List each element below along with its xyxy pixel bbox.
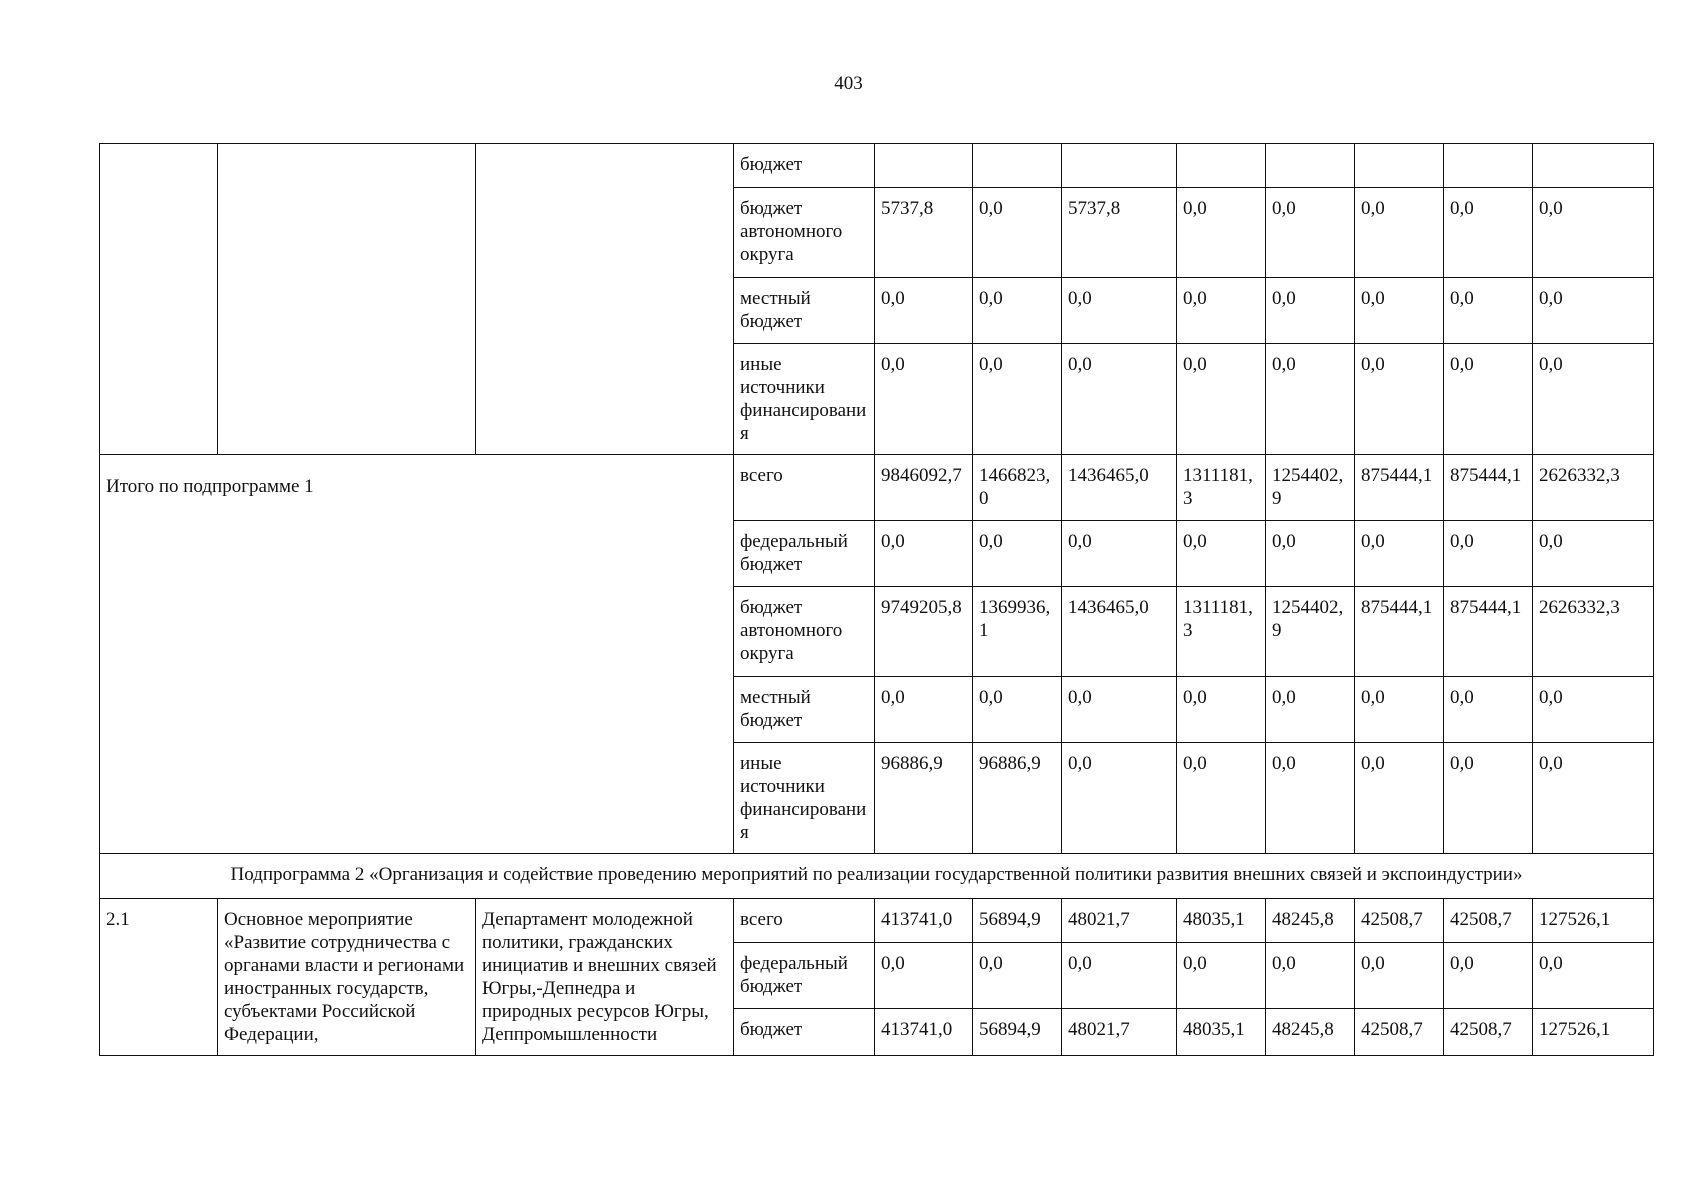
funding-source-cell: бюджет автономного округа: [734, 188, 875, 278]
value-cell: 0,0: [1355, 278, 1444, 344]
subtotal-label: Итого по подпрограмме 1: [100, 455, 734, 854]
value-cell: 0,0: [875, 344, 973, 455]
value-cell: 0,0: [1444, 743, 1533, 854]
value-cell: 0,0: [973, 521, 1062, 587]
value-cell: 0,0: [1177, 943, 1266, 1009]
value-cell: 875444,1: [1444, 455, 1533, 521]
value-cell: 48021,7: [1062, 1009, 1177, 1056]
value-cell: 0,0: [1062, 943, 1177, 1009]
value-cell: 1466823,0: [973, 455, 1062, 521]
funding-source-cell: всего: [734, 455, 875, 521]
number-cell: [100, 144, 218, 455]
value-cell: 875444,1: [1444, 587, 1533, 677]
value-cell: 0,0: [1444, 278, 1533, 344]
value-cell: 0,0: [1355, 677, 1444, 743]
value-cell: 0,0: [1177, 677, 1266, 743]
value-cell: 0,0: [1266, 278, 1355, 344]
value-cell: 0,0: [1266, 677, 1355, 743]
value-cell: [1444, 144, 1533, 188]
value-cell: 1254402,9: [1266, 587, 1355, 677]
funding-source-cell: иные источники финансирования: [734, 344, 875, 455]
value-cell: [1355, 144, 1444, 188]
value-cell: 0,0: [1355, 943, 1444, 1009]
value-cell: 42508,7: [1355, 899, 1444, 943]
value-cell: 0,0: [1533, 188, 1654, 278]
funding-source-cell: бюджет автономного округа: [734, 587, 875, 677]
value-cell: 0,0: [1266, 743, 1355, 854]
value-cell: 0,0: [1062, 344, 1177, 455]
value-cell: 48035,1: [1177, 1009, 1266, 1056]
value-cell: [1266, 144, 1355, 188]
value-cell: 0,0: [1062, 743, 1177, 854]
funding-source-cell: местный бюджет: [734, 278, 875, 344]
value-cell: 0,0: [875, 943, 973, 1009]
table-row: [100, 455, 1654, 521]
value-cell: 0,0: [1533, 677, 1654, 743]
value-cell: 0,0: [875, 677, 973, 743]
value-cell: 0,0: [1533, 278, 1654, 344]
value-cell: 96886,9: [875, 743, 973, 854]
value-cell: 0,0: [1355, 344, 1444, 455]
value-cell: 0,0: [1062, 278, 1177, 344]
value-cell: 48035,1: [1177, 899, 1266, 943]
value-cell: 0,0: [1177, 278, 1266, 344]
value-cell: 9749205,8: [875, 587, 973, 677]
value-cell: [1177, 144, 1266, 188]
value-cell: 0,0: [1533, 943, 1654, 1009]
table-row: [100, 144, 1654, 188]
value-cell: 0,0: [1533, 743, 1654, 854]
value-cell: 48021,7: [1062, 899, 1177, 943]
value-cell: 0,0: [1355, 188, 1444, 278]
value-cell: 0,0: [1062, 677, 1177, 743]
value-cell: 1254402,9: [1266, 455, 1355, 521]
value-cell: 0,0: [1533, 521, 1654, 587]
value-cell: 5737,8: [875, 188, 973, 278]
funding-source-cell: федеральный бюджет: [734, 521, 875, 587]
value-cell: [973, 144, 1062, 188]
value-cell: 0,0: [1266, 943, 1355, 1009]
value-cell: 0,0: [1266, 521, 1355, 587]
value-cell: 875444,1: [1355, 587, 1444, 677]
executor-cell: [476, 144, 734, 455]
budget-table: [99, 143, 1654, 1056]
value-cell: 413741,0: [875, 1009, 973, 1056]
value-cell: [1533, 144, 1654, 188]
activity-cell: Основное мероприятие «Развитие сотрудничества с органами власти и регионами иностранных государств, субъектами Российской Федерации,: [218, 899, 476, 1056]
value-cell: 0,0: [1444, 521, 1533, 587]
value-cell: 42508,7: [1444, 1009, 1533, 1056]
value-cell: 875444,1: [1355, 455, 1444, 521]
funding-source-cell: бюджет: [734, 1009, 875, 1056]
value-cell: 42508,7: [1355, 1009, 1444, 1056]
value-cell: 0,0: [1355, 743, 1444, 854]
value-cell: 1369936,1: [973, 587, 1062, 677]
value-cell: [1062, 144, 1177, 188]
value-cell: 0,0: [973, 943, 1062, 1009]
value-cell: 0,0: [1444, 344, 1533, 455]
value-cell: 48245,8: [1266, 899, 1355, 943]
funding-source-cell: всего: [734, 899, 875, 943]
page-number: 403: [834, 73, 863, 94]
value-cell: 0,0: [973, 677, 1062, 743]
item-number: 2.1: [100, 899, 218, 1056]
value-cell: 1311181,3: [1177, 455, 1266, 521]
table-row: [100, 854, 1654, 899]
funding-source-cell: федеральный бюджет: [734, 943, 875, 1009]
value-cell: 0,0: [973, 188, 1062, 278]
value-cell: 9846092,7: [875, 455, 973, 521]
value-cell: 56894,9: [973, 899, 1062, 943]
value-cell: 42508,7: [1444, 899, 1533, 943]
value-cell: 0,0: [1444, 677, 1533, 743]
value-cell: 56894,9: [973, 1009, 1062, 1056]
value-cell: 0,0: [1355, 521, 1444, 587]
value-cell: 2626332,3: [1533, 455, 1654, 521]
funding-source-cell: бюджет: [734, 144, 875, 188]
value-cell: 0,0: [973, 278, 1062, 344]
value-cell: 0,0: [1177, 743, 1266, 854]
value-cell: 1436465,0: [1062, 587, 1177, 677]
table-row: [100, 899, 1654, 943]
value-cell: 0,0: [1177, 188, 1266, 278]
value-cell: [875, 144, 973, 188]
value-cell: 0,0: [1177, 521, 1266, 587]
value-cell: 48245,8: [1266, 1009, 1355, 1056]
value-cell: 0,0: [875, 521, 973, 587]
value-cell: 0,0: [1266, 188, 1355, 278]
value-cell: 1311181,3: [1177, 587, 1266, 677]
value-cell: 96886,9: [973, 743, 1062, 854]
funding-source-cell: местный бюджет: [734, 677, 875, 743]
value-cell: 0,0: [1062, 521, 1177, 587]
value-cell: 127526,1: [1533, 1009, 1654, 1056]
value-cell: 413741,0: [875, 899, 973, 943]
value-cell: 127526,1: [1533, 899, 1654, 943]
funding-source-cell: иные источники финансирования: [734, 743, 875, 854]
value-cell: 0,0: [973, 344, 1062, 455]
value-cell: 0,0: [1444, 188, 1533, 278]
value-cell: 5737,8: [1062, 188, 1177, 278]
executor-cell: Департамент молодежной политики, гражданских инициатив и внешних связей Югры,-Депнедра и природных ресурсов Югры, Деппромышленности: [476, 899, 734, 1056]
value-cell: 0,0: [875, 278, 973, 344]
subprogram-header: Подпрограмма 2 «Организация и содействие проведению мероприятий по реализации государственной политики развития внешних связей и экспоиндустрии»: [100, 854, 1654, 899]
value-cell: 0,0: [1533, 344, 1654, 455]
activity-cell: [218, 144, 476, 455]
value-cell: 0,0: [1177, 344, 1266, 455]
value-cell: 0,0: [1266, 344, 1355, 455]
value-cell: 0,0: [1444, 943, 1533, 1009]
value-cell: 1436465,0: [1062, 455, 1177, 521]
value-cell: 2626332,3: [1533, 587, 1654, 677]
